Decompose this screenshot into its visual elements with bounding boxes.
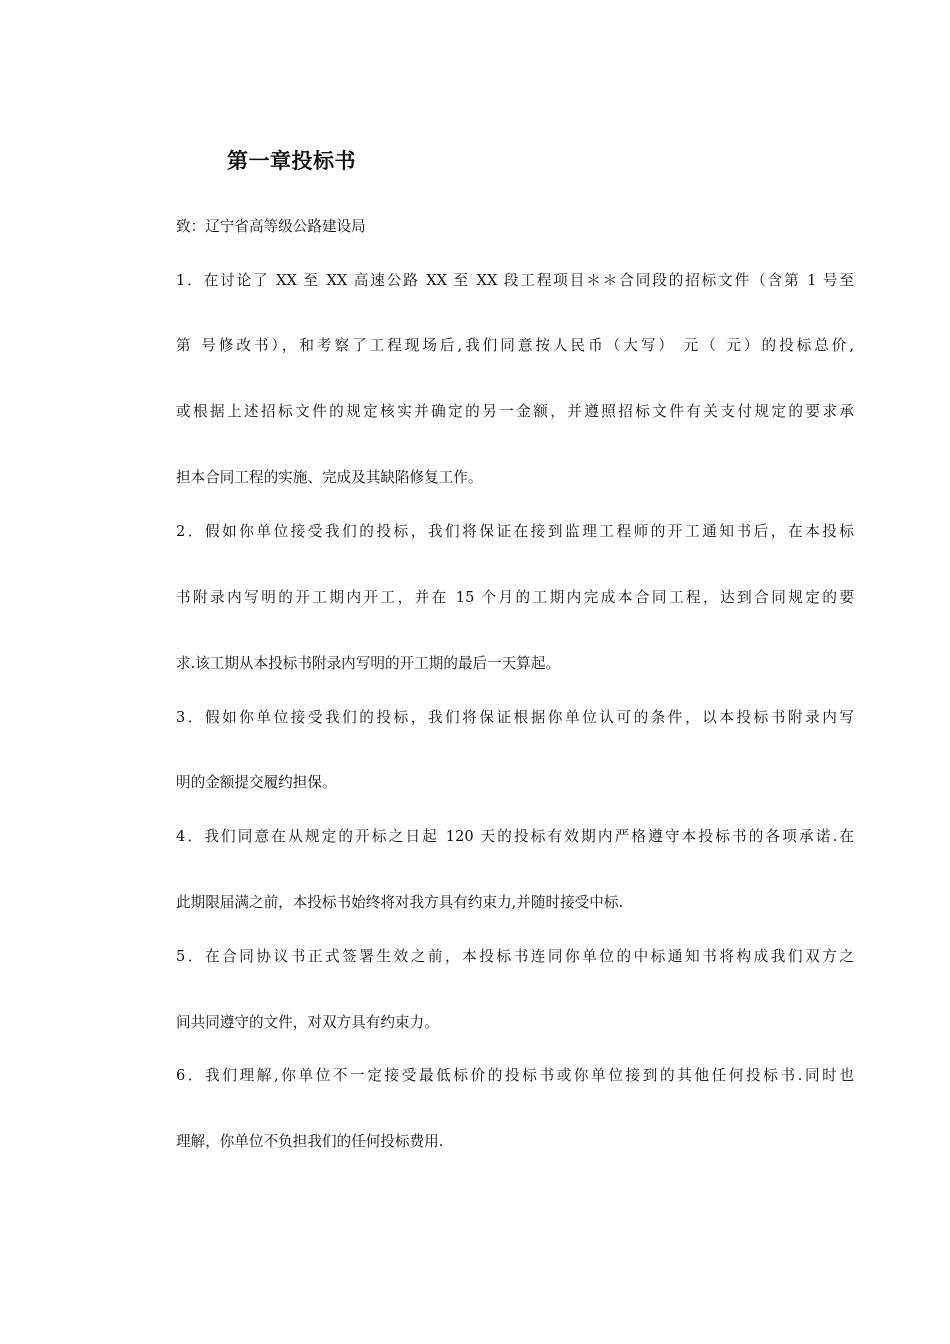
chapter-title: 第一章投标书 xyxy=(227,149,356,173)
paragraph-line: 书附录内写明的开工期内开工，并在 15 个月的工期内完成本合同工程，达到合同规定的要 xyxy=(176,589,854,606)
paragraph-line: 2．假如你单位接受我们的投标，我们将保证在接到监理工程师的开工通知书后，在本投标 xyxy=(176,523,854,540)
paragraph-line: 间共同遵守的文件，对双方具有约束力。 xyxy=(176,1014,439,1031)
salutation: 致：辽宁省高等级公路建设局 xyxy=(176,218,366,235)
paragraph-line: 第 号修改书），和考察了工程现场后,我们同意按人民币（大写） 元（ 元）的投标总价, xyxy=(176,337,854,354)
paragraph-line: 6．我们理解,你单位不一定接受最低标价的投标书或你单位接到的其他任何投标书.同时也 xyxy=(176,1067,854,1084)
paragraph-line: 明的金额提交履约担保。 xyxy=(176,774,337,791)
paragraph-line: 理解，你单位不负担我们的任何投标费用. xyxy=(176,1133,444,1150)
paragraph-line: 求.该工期从本投标书附录内写明的开工期的最后一天算起。 xyxy=(176,655,561,672)
paragraph-line: 3．假如你单位接受我们的投标，我们将保证根据你单位认可的条件，以本投标书附录内写 xyxy=(176,709,854,726)
paragraph-line: 担本合同工程的实施、完成及其缺陷修复工作。 xyxy=(176,469,483,486)
paragraph-line: 5．在合同协议书正式签署生效之前，本投标书连同你单位的中标通知书将构成我们双方之 xyxy=(176,948,854,965)
paragraph-line: 或根据上述招标文件的规定核实并确定的另一金额，并遵照招标文件有关支付规定的要求承 xyxy=(176,403,854,420)
paragraph-line: 此期限届满之前，本投标书始终将对我方具有约束力,并随时接受中标. xyxy=(176,894,624,911)
paragraph-line: 1．在讨论了 XX 至 XX 高速公路 XX 至 XX 段工程项目＊＊合同段的招标文件（含第 1 号至 xyxy=(176,272,854,289)
paragraph-line: 4．我们同意在从规定的开标之日起 120 天的投标有效期内严格遵守本投标书的各项承诺.在 xyxy=(176,828,854,845)
